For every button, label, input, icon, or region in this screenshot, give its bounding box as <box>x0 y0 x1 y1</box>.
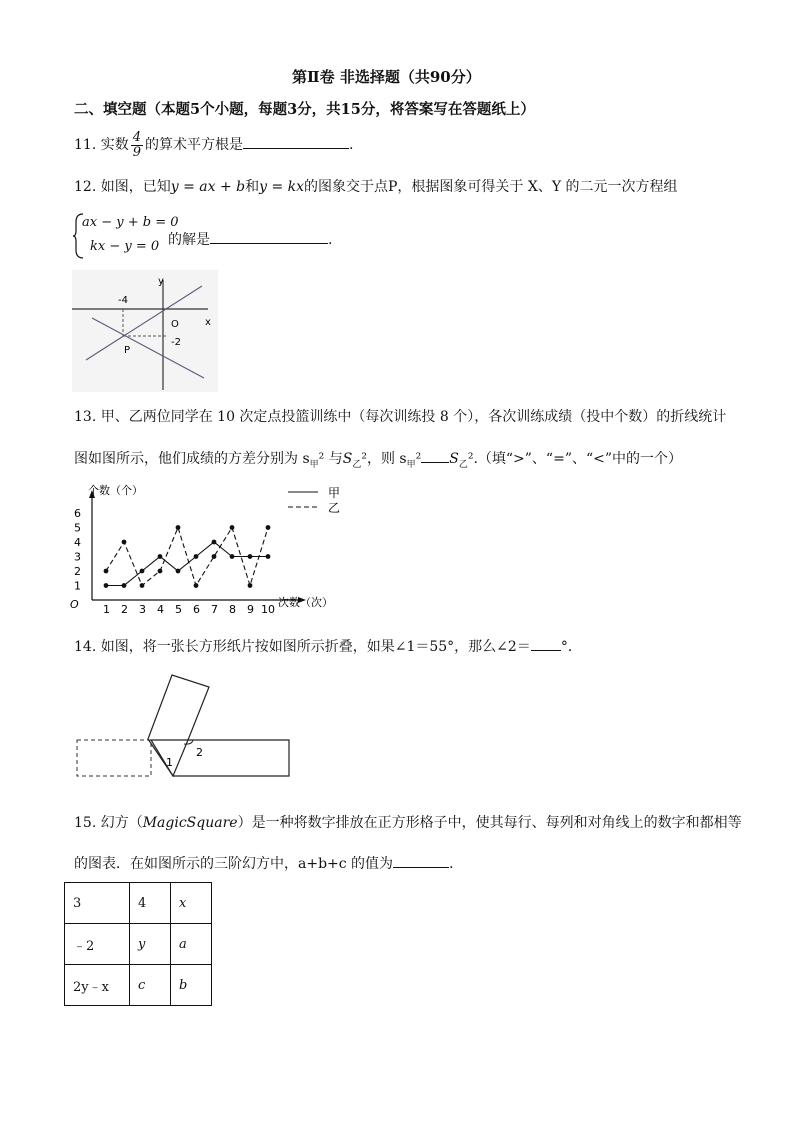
data-point <box>194 583 199 588</box>
data-point <box>194 554 199 559</box>
question-14 <box>74 636 582 656</box>
data-point <box>248 583 253 588</box>
q13-sub-3: 甲 <box>406 459 416 470</box>
q13-sub-4: 乙 <box>458 459 468 470</box>
data-point <box>140 569 145 574</box>
q12-prefix: 12. 如图，已知 <box>74 179 171 195</box>
data-point <box>104 569 109 574</box>
q12-sys-suffix: 的解是 <box>168 232 210 248</box>
q14-fold-figure <box>72 672 296 780</box>
x-tick-label: 2 <box>121 603 128 616</box>
y-tick-label: 3 <box>74 550 81 564</box>
section-heading: 二、填空题（本题5个小题，每题3分，共15分，将答案写在答题纸上） <box>74 101 535 118</box>
table-cell: b <box>171 965 212 1006</box>
system-line-1: ax − y + b = 0 <box>82 215 179 230</box>
q11-answer-blank[interactable] <box>243 136 349 149</box>
data-point <box>104 583 109 588</box>
graph-label-minus2: -2 <box>171 337 181 348</box>
table-cell: 3 <box>65 883 130 924</box>
question-11 <box>74 130 353 160</box>
q15-text-b: ）是一种将数字排放在正方形格子中，使其每行、每列和对角线上的数字和都相等 <box>237 815 742 831</box>
question-13-line-2 <box>74 448 682 470</box>
x-tick-label: 10 <box>261 603 275 616</box>
graph-label-minus4: -4 <box>118 295 128 306</box>
x-tick-label: 9 <box>247 603 254 616</box>
angle-2-label: 2 <box>196 746 203 759</box>
x-tick-label: 7 <box>211 603 218 616</box>
x-tick-label: 6 <box>193 603 200 616</box>
data-point <box>266 525 271 530</box>
x-tick-label: 1 <box>103 603 110 616</box>
folded-part-outline <box>77 740 151 776</box>
q11-frac-den: 9 <box>132 144 141 160</box>
question-15-line-1 <box>74 812 742 832</box>
table-row <box>65 924 212 965</box>
q15-magic-word: MagicSquare <box>142 815 238 831</box>
x-tick-label: 8 <box>229 603 236 616</box>
y-tick-label: 4 <box>74 536 81 549</box>
data-point <box>140 583 145 588</box>
system-line-2: kx − y = 0 <box>90 239 160 254</box>
question-15-line-2 <box>74 853 463 873</box>
q13-text-f: ².（填“>”、“=”、“<”中的一个） <box>467 451 683 467</box>
data-point <box>158 554 163 559</box>
data-point <box>176 525 181 530</box>
table-cell: 4 <box>130 883 171 924</box>
table-row <box>65 883 212 924</box>
q12-graph <box>72 270 218 392</box>
q15-text-a: 15. 幻方（ <box>74 815 143 831</box>
graph-label-origin: O <box>171 319 179 330</box>
data-point <box>212 540 217 545</box>
page-title: 第Ⅱ卷 非选择题（共90分） <box>292 68 481 86</box>
graph-label-p: P <box>124 345 131 356</box>
data-point <box>212 554 217 559</box>
data-point <box>122 540 127 545</box>
q12-suffix: 的图象交于点P，根据图象可得关于 X、Y 的二元一次方程组 <box>304 179 678 195</box>
origin-label: O <box>70 598 79 611</box>
table-cell: a <box>171 924 212 965</box>
angle-1-label: 1 <box>166 756 173 769</box>
data-point <box>230 554 235 559</box>
legend-label: 乙 <box>328 501 341 515</box>
q13-line-chart <box>62 478 362 616</box>
q13-sub-2: 乙 <box>352 459 362 470</box>
data-point <box>176 569 181 574</box>
x-tick-label: 4 <box>157 603 164 616</box>
y-tick-label: 5 <box>74 521 81 535</box>
question-13-line-1: 13. 甲、乙两位同学在 10 次定点投篮训练中（每次训练投 8 个），各次训练成绩（投中个数）的折线统计 <box>74 409 727 425</box>
y-axis-label: 个数（个） <box>88 484 143 497</box>
q15-end: ． <box>449 856 464 872</box>
data-point <box>122 583 127 588</box>
q12-answer-blank[interactable] <box>210 231 328 244</box>
q13-text-d: ² <box>415 451 422 467</box>
data-point <box>248 554 253 559</box>
q11-end: . <box>349 137 354 153</box>
q12-eq1: y = ax + b <box>170 179 246 195</box>
q13-text-c: ²，则 s <box>361 451 407 467</box>
x-axis-label: 次数（次） <box>278 596 333 609</box>
q11-frac-num: 4 <box>132 129 141 145</box>
question-12 <box>74 176 678 196</box>
legend-label: 甲 <box>328 486 341 500</box>
table-cell: y <box>130 924 171 965</box>
graph-label-x: x <box>205 317 211 328</box>
x-tick-label: 5 <box>175 603 182 616</box>
graph-label-y: y <box>158 276 164 287</box>
q14-answer-blank[interactable] <box>531 638 561 651</box>
q11-prefix: 11. 实数 <box>74 137 129 153</box>
q12-eq2: y = kx <box>259 179 305 195</box>
q14-end: °． <box>560 639 582 655</box>
x-tick-label: 3 <box>139 603 146 616</box>
table-row <box>65 965 212 1006</box>
folded-flap <box>148 675 209 776</box>
y-tick-label: 6 <box>74 507 81 520</box>
q13-sub-1: 甲 <box>309 459 319 470</box>
q11-fraction <box>131 131 143 160</box>
data-point <box>266 554 271 559</box>
q12-end: . <box>328 232 333 248</box>
q15-text-c: 的图表．在如图所示的三阶幻方中，a+b+c 的值为 <box>74 856 394 872</box>
y-tick-label: 2 <box>74 565 81 578</box>
table-cell: x <box>171 883 212 924</box>
q13-s2: S <box>342 451 353 467</box>
data-point <box>158 569 163 574</box>
table-cell: c <box>130 965 171 1006</box>
q12-answer-line <box>168 229 332 249</box>
q13-text-b: ² 与 <box>318 451 343 467</box>
q13-s4: S <box>449 451 459 467</box>
angle-2-arc <box>184 740 193 744</box>
series-line-jia <box>106 542 268 586</box>
q12-mid: 和 <box>245 179 260 195</box>
q13-answer-blank[interactable] <box>421 450 449 463</box>
y-tick-label: 1 <box>74 579 81 593</box>
table-cell: ﹣2 <box>65 924 130 965</box>
q11-suffix: 的算术平方根是 <box>145 137 243 153</box>
q13-text-a: 图如图所示，他们成绩的方差分别为 s <box>74 451 310 467</box>
q14-text: 14. 如图，将一张长方形纸片按如图所示折叠，如果∠1＝55°，那么∠2＝ <box>74 639 531 655</box>
table-cell: 2y﹣x <box>65 965 130 1006</box>
magic-square-table <box>64 882 212 1006</box>
data-point <box>230 525 235 530</box>
q15-answer-blank[interactable] <box>393 855 449 868</box>
